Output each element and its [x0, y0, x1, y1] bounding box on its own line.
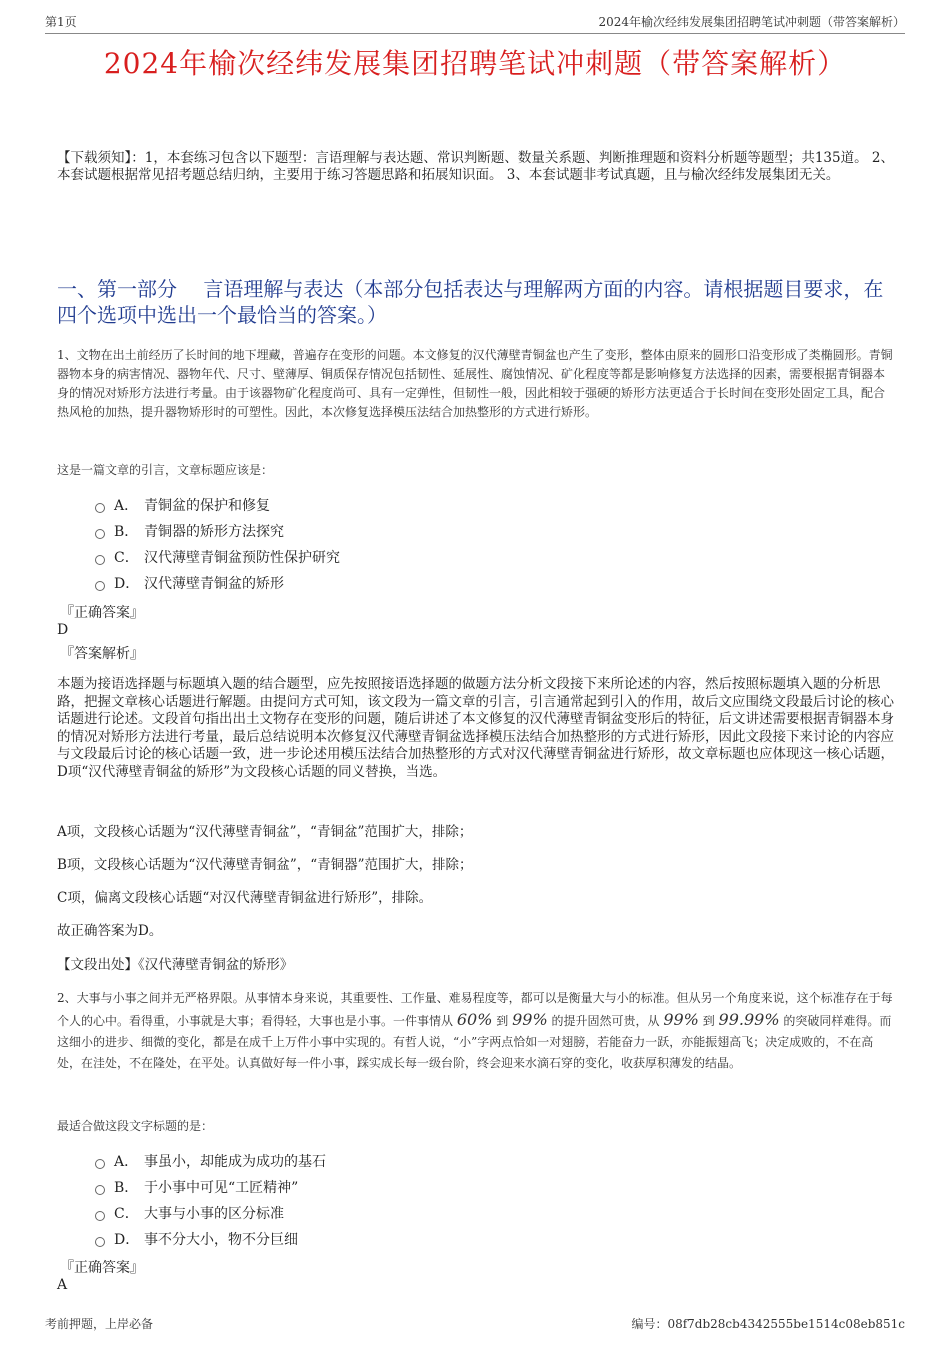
analysis-option-b: B项，文段核心话题为“汉代薄壁青铜盆”，“青铜器”范围扩大，排除； — [57, 857, 473, 873]
option-d[interactable]: D． 事不分大小，物不分巨细 — [95, 1226, 326, 1252]
option-d[interactable]: D． 汉代薄壁青铜盆的矫形 — [95, 570, 340, 596]
option-c[interactable]: C． 汉代薄壁青铜盆预防性保护研究 — [95, 544, 340, 570]
option-b[interactable]: B． 于小事中可见“工匠精神” — [95, 1174, 326, 1200]
radio-icon[interactable] — [95, 503, 105, 513]
analysis-option-c: C项，偏离文段核心话题“对汉代薄壁青铜盆进行矫形”，排除。 — [57, 890, 433, 906]
math-value: 99% — [663, 1010, 699, 1029]
math-value: 99% — [512, 1010, 548, 1029]
page-title: 2024年榆次经纬发展集团招聘笔试冲刺题（带答案解析） — [103, 47, 847, 80]
radio-icon[interactable] — [95, 529, 105, 539]
radio-icon[interactable] — [95, 581, 105, 591]
math-value: 99.99% — [718, 1010, 780, 1029]
math-value: 60% — [456, 1010, 493, 1029]
correct-answer-value: A — [57, 1277, 68, 1293]
radio-icon[interactable] — [95, 1185, 105, 1195]
footer-slogan: 考前押题，上岸必备 — [45, 1317, 154, 1331]
header-page-number: 第1页 — [45, 15, 77, 29]
question-2-options — [95, 1148, 326, 1252]
header-doc-title: 2024年榆次经纬发展集团招聘笔试冲刺题（带答案解析） — [598, 15, 905, 29]
correct-answer-label: 『正确答案』 — [60, 1260, 144, 1276]
correct-answer-label: 『正确答案』 — [60, 605, 144, 621]
question-1-options — [95, 492, 340, 596]
question-1-text: 1、文物在出土前经历了长时间的地下埋藏，普遍存在变形的问题。本文修复的汉代薄壁青铜盆也产生了变形，整体由原来的圆形口沿变形成了类椭圆形。青铜器物本身的病害情况、器物年代、尺寸、壁薄厚、铜质保存情况包括韧性、延展性、腐蚀情况、矿化程度等都是影响修复方法选择的因素，需要根据青铜器本身的情况对矫形方法进行考量。由于该器物矿化程度尚可、具有一定弹性，但韧性一般，因此相较于强硬的矫形方法更适合于长时间在变形处固定工具，配合热风枪的加热，提升器物矫形时的可塑性。因此，本次修复选择模压法结合加热整形的方式进行矫形。 — [57, 348, 893, 419]
question-2-prompt: 最适合做这段文字标题的是： — [57, 1119, 214, 1133]
question-1-prompt: 这是一篇文章的引言，文章标题应该是： — [57, 463, 274, 477]
footer-doc-id: 编号：08f7db28cb4342555be1514c08eb851c — [631, 1317, 905, 1331]
question-2-text: 2、大事与小事之间并无严格界限。从事情本身来说，其重要性、工作量、难易程度等，都可以是衡量大与小的标准。但从另一个角度来说，这个标准存在于每个人的心中。看得重，小事就是大事；看得轻，大事也是小事。一件事情从 60% 到 99% 的提升固然可贵，从 99% 到 99.99% 的突破同样难得。而这细小的进步、细微的变化，都是在成千上万件小事中实现的。有哲人说，“小”字两点恰如一对翅膀，若能奋力一跃，亦能振翅高飞；决定成败的，不在高处，在洼处，不在隆处，在平处。认真做好每一件小事，踩实成长每一级台阶，终会迎来水滴石穿的变化，收获厚积薄发的结晶。 — [57, 991, 893, 1070]
radio-icon[interactable] — [95, 1159, 105, 1169]
download-notice: 【下载须知】：1，本套练习包含以下题型：言语理解与表达题、常识判断题、数量关系题、判断推理题和资料分析题等题型；共135道。 2、本套试题根据常见招考题总结归纳，主要用于练习答题思路和拓展知识面。 3、本套试题非考试真题，且与榆次经纬发展集团无关。 — [57, 150, 894, 183]
radio-icon[interactable] — [95, 555, 105, 565]
option-c[interactable]: C． 大事与小事的区分标准 — [95, 1200, 326, 1226]
radio-icon[interactable] — [95, 1211, 105, 1221]
header-rule — [45, 33, 905, 34]
radio-icon[interactable] — [95, 1237, 105, 1247]
option-a[interactable]: A． 事虽小，却能成为成功的基石 — [95, 1148, 326, 1174]
option-a[interactable]: A． 青铜盆的保护和修复 — [95, 492, 340, 518]
correct-answer-value: D — [57, 622, 69, 638]
passage-source: 【文段出处】《汉代薄壁青铜盆的矫形》 — [57, 957, 294, 973]
analysis-option-a: A项，文段核心话题为“汉代薄壁青铜盆”，“青铜盆”范围扩大，排除； — [57, 824, 473, 840]
analysis-conclusion: 故正确答案为D。 — [57, 923, 163, 939]
section-heading: 一、第一部分 言语理解与表达（本部分包括表达与理解两方面的内容。请根据题目要求，在四个选项中选出一个最恰当的答案。） — [57, 277, 884, 327]
option-b[interactable]: B． 青铜器的矫形方法探究 — [95, 518, 340, 544]
analysis-text: 本题为接语选择题与标题填入题的结合题型，应先按照接语选择题的做题方法分析文段接下来所论述的内容，然后按照标题填入题的分析思路，把握文章核心话题进行解题。由提问方式可知，该文段为一篇文章的引言，引言通常起到引入的作用，故后文应围绕文段最后讨论的核心话题进行论述。文段首句指出出土文物存在变形的问题，随后讲述了本文修复的汉代薄壁青铜盆变形后的特征，后文讲述需要根据青铜器本身的情况对矫形方法进行考量，最后总结说明本次修复汉代薄壁青铜盆选择模压法结合加热整形的方式进行矫形，因此文段接下来讨论的内容应与文段最后讨论的核心话题一致，进一步论述用模压法结合加热整形的方式对汉代薄壁青铜盆进行矫形，故文章标题也应体现这一核心话题，D项“汉代薄壁青铜盆的矫形”为文段核心话题的同义替换，当选。 — [57, 676, 894, 780]
analysis-label: 『答案解析』 — [60, 646, 144, 662]
